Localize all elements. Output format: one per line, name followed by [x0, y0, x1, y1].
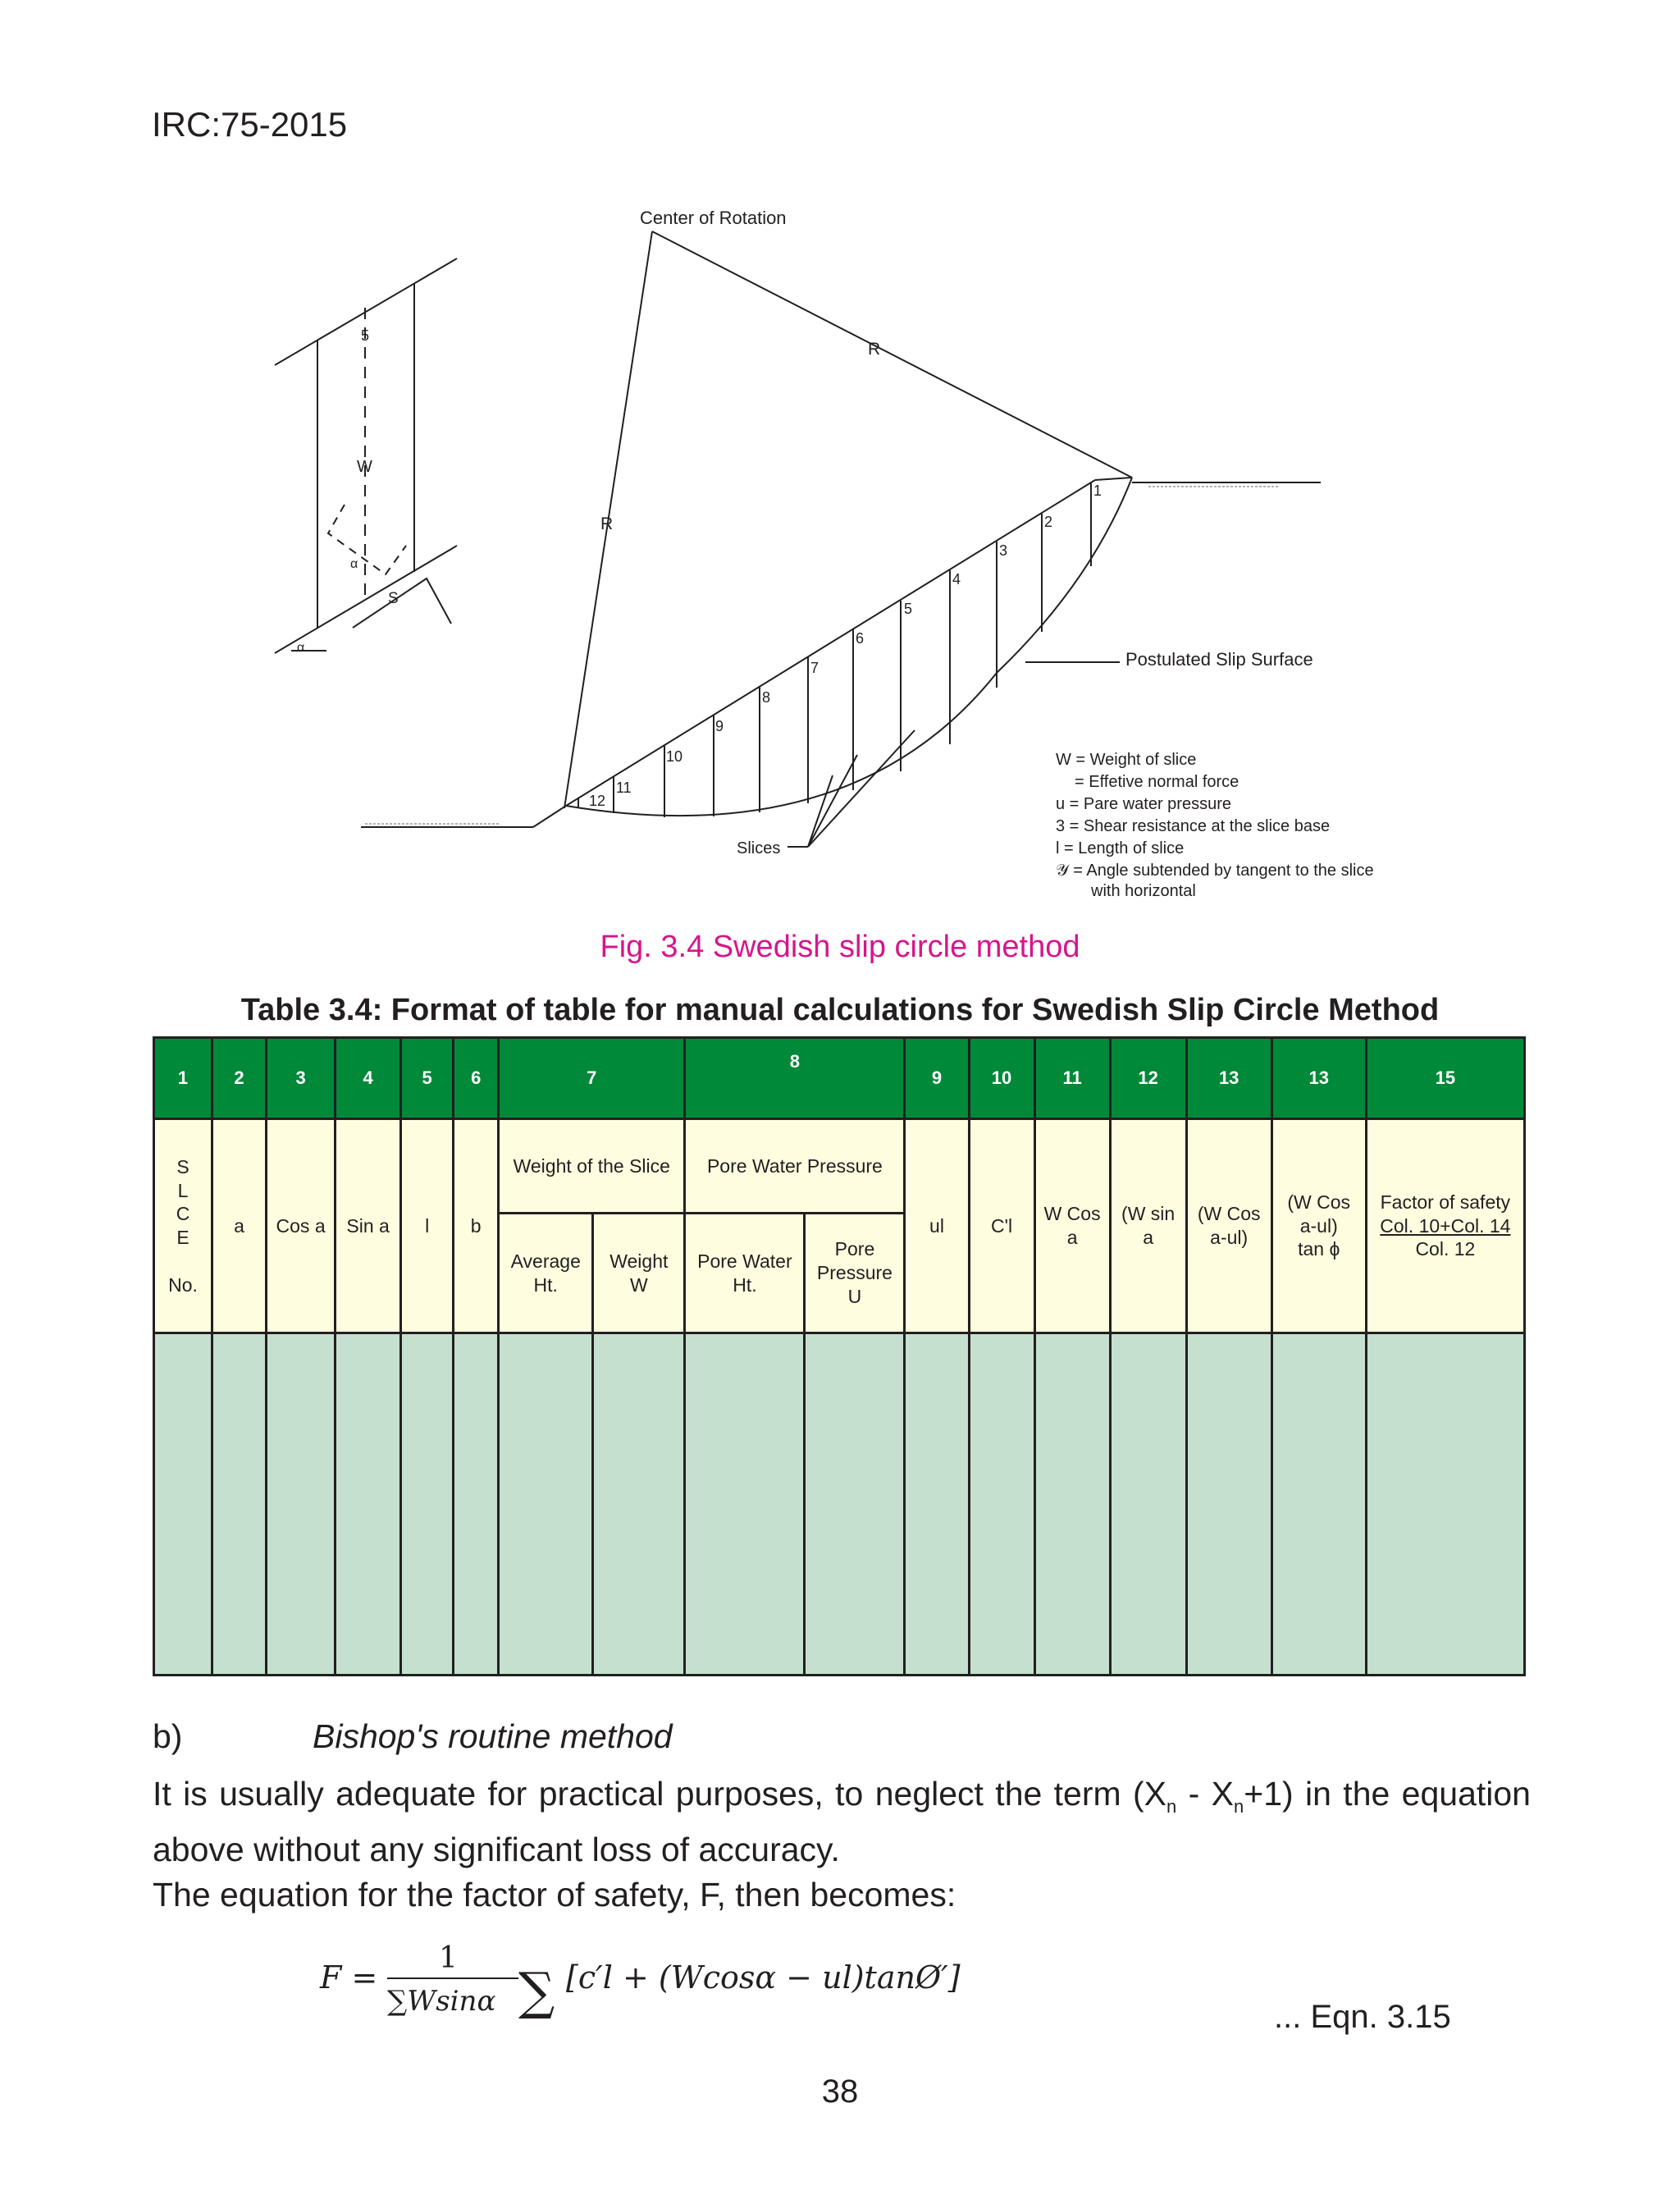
slice-number: 7: [810, 660, 819, 676]
slice-number: 2: [1044, 514, 1053, 530]
header-sin: Sin a: [336, 1119, 401, 1333]
radius-label: R: [868, 340, 881, 359]
page-number: 38: [821, 2073, 859, 2110]
slice-number: 11: [616, 780, 632, 796]
alpha-label: α: [350, 557, 358, 571]
svg-text:∑: ∑: [518, 1961, 555, 2021]
slice-number: 8: [762, 689, 771, 706]
slice-number: 1: [1093, 482, 1102, 499]
col-number: 7: [499, 1038, 685, 1119]
header-tan: (W Cos a-ul) tan ϕ: [1271, 1119, 1366, 1333]
col-number: 8: [685, 1038, 905, 1119]
header-average-ht: Average Ht.: [499, 1214, 593, 1333]
legend-line: W = Weight of slice: [1056, 751, 1197, 769]
slice-number: 10: [666, 748, 683, 765]
document-id: IRC:75-2015: [152, 105, 348, 144]
slope-face: [566, 480, 1095, 806]
shear-label: S: [388, 590, 399, 607]
header-b: b: [454, 1119, 499, 1333]
header-ul: ul: [905, 1119, 969, 1333]
equation: [312, 1935, 1050, 2025]
legend-line: 3 = Shear resistance at the slice base: [1056, 817, 1331, 835]
slices-label: Slices: [737, 839, 781, 857]
header-pore-water-pressure: Pore Water Pressure: [685, 1119, 905, 1214]
weight-label: W: [357, 458, 372, 476]
ground-toe: [533, 806, 566, 827]
header-cos: Cos a: [267, 1119, 336, 1333]
slip-surface-label: Postulated Slip Surface: [1125, 649, 1313, 670]
column-number-row: [154, 1038, 1525, 1119]
header-cl: C'l: [969, 1119, 1034, 1333]
header-pore-pressure-u: Pore Pressure U: [805, 1214, 905, 1333]
slice-number: 6: [856, 630, 865, 647]
header-wcos-ul: (W Cos a-ul): [1186, 1119, 1271, 1333]
col-number: 5: [401, 1038, 454, 1119]
col-number: 9: [905, 1038, 969, 1119]
col-number: 12: [1110, 1038, 1186, 1119]
col-number: 6: [454, 1038, 499, 1119]
slices-leader: [808, 775, 833, 847]
swedish-slip-figure: [0, 0, 1680, 919]
svg-text:[c′l + (Wcosα − ul)tanØ′]: [c′l + (Wcosα − ul)tanØ′]: [566, 1959, 961, 1996]
table-body-row: [154, 1333, 1525, 1676]
slice-number: 12: [589, 793, 606, 809]
slice-number: 4: [952, 571, 961, 588]
col-number: 15: [1366, 1038, 1524, 1119]
legend-line: l = Length of slice: [1056, 839, 1185, 857]
col-number: 4: [336, 1038, 401, 1119]
legend-line: 𝒴 = Angle subtended by tangent to the slice: [1056, 862, 1374, 880]
header-pore-water-ht: Pore Water Ht.: [685, 1214, 805, 1333]
legend-line: u = Pare water pressure: [1056, 795, 1231, 813]
header-factor-of-safety: Factor of safety Col. 10+Col. 14 Col. 12: [1366, 1119, 1524, 1333]
radius-right: [652, 231, 1132, 478]
section-label: b): [153, 1717, 183, 1755]
table-title: Table 3.4: Format of table for manual calculations for Swedish Slip Circle Method: [240, 993, 1440, 1027]
svg-text:1: 1: [439, 1941, 458, 1975]
col-number: 10: [969, 1038, 1034, 1119]
header-wcos: W Cos a: [1034, 1119, 1110, 1333]
radius-label: R: [600, 514, 614, 533]
slice-number: 5: [904, 601, 913, 617]
svg-text:F =: F =: [320, 1959, 378, 1996]
calculation-table: [153, 1036, 1526, 1676]
paragraph: The equation for the factor of safety, F, then becomes:: [153, 1876, 956, 1913]
slices-leader: [808, 730, 915, 847]
figure-caption: Fig. 3.4 Swedish slip circle method: [600, 930, 1080, 964]
col-number: 3: [267, 1038, 336, 1119]
inset-dashed-box: [328, 505, 406, 574]
center-label: Center of Rotation: [640, 208, 787, 228]
header-weight-of-slice: Weight of the Slice: [499, 1119, 685, 1214]
line-label: 5: [361, 327, 370, 344]
inset-bottom-line: [275, 546, 457, 653]
col-number: 13: [1186, 1038, 1271, 1119]
col-number: 13: [1271, 1038, 1366, 1119]
legend-line: = Effetive normal force: [1075, 773, 1239, 791]
col-number: 1: [154, 1038, 212, 1119]
section-title: Bishop's routine method: [313, 1717, 673, 1755]
header-l: l: [401, 1119, 454, 1333]
header-weight-w: Weight W: [593, 1214, 685, 1333]
slice-number: 3: [999, 542, 1008, 559]
inset-force-box: [353, 578, 451, 628]
header-slice-no: S L C E No.: [154, 1119, 212, 1333]
slope-crest: [1095, 478, 1132, 480]
svg-text:∑Wsinα: ∑Wsinα: [387, 1985, 496, 2018]
paragraph: It is usually adequate for practical purposes, to neglect the term $(X_n - X_n+1)$ in the equation above without any significant loss of accuracy.: [153, 1775, 1531, 1869]
col-number: 2: [212, 1038, 267, 1119]
slice-number: 9: [715, 718, 724, 734]
header-row-1: [154, 1119, 1525, 1214]
col-number: 11: [1034, 1038, 1110, 1119]
equation-label: ... Eqn. 3.15: [1274, 1999, 1451, 2035]
header-a: a: [212, 1119, 267, 1333]
legend-line: with horizontal: [1091, 882, 1196, 900]
alpha-label: α: [297, 641, 305, 655]
header-wsin: (W sin a: [1110, 1119, 1186, 1333]
